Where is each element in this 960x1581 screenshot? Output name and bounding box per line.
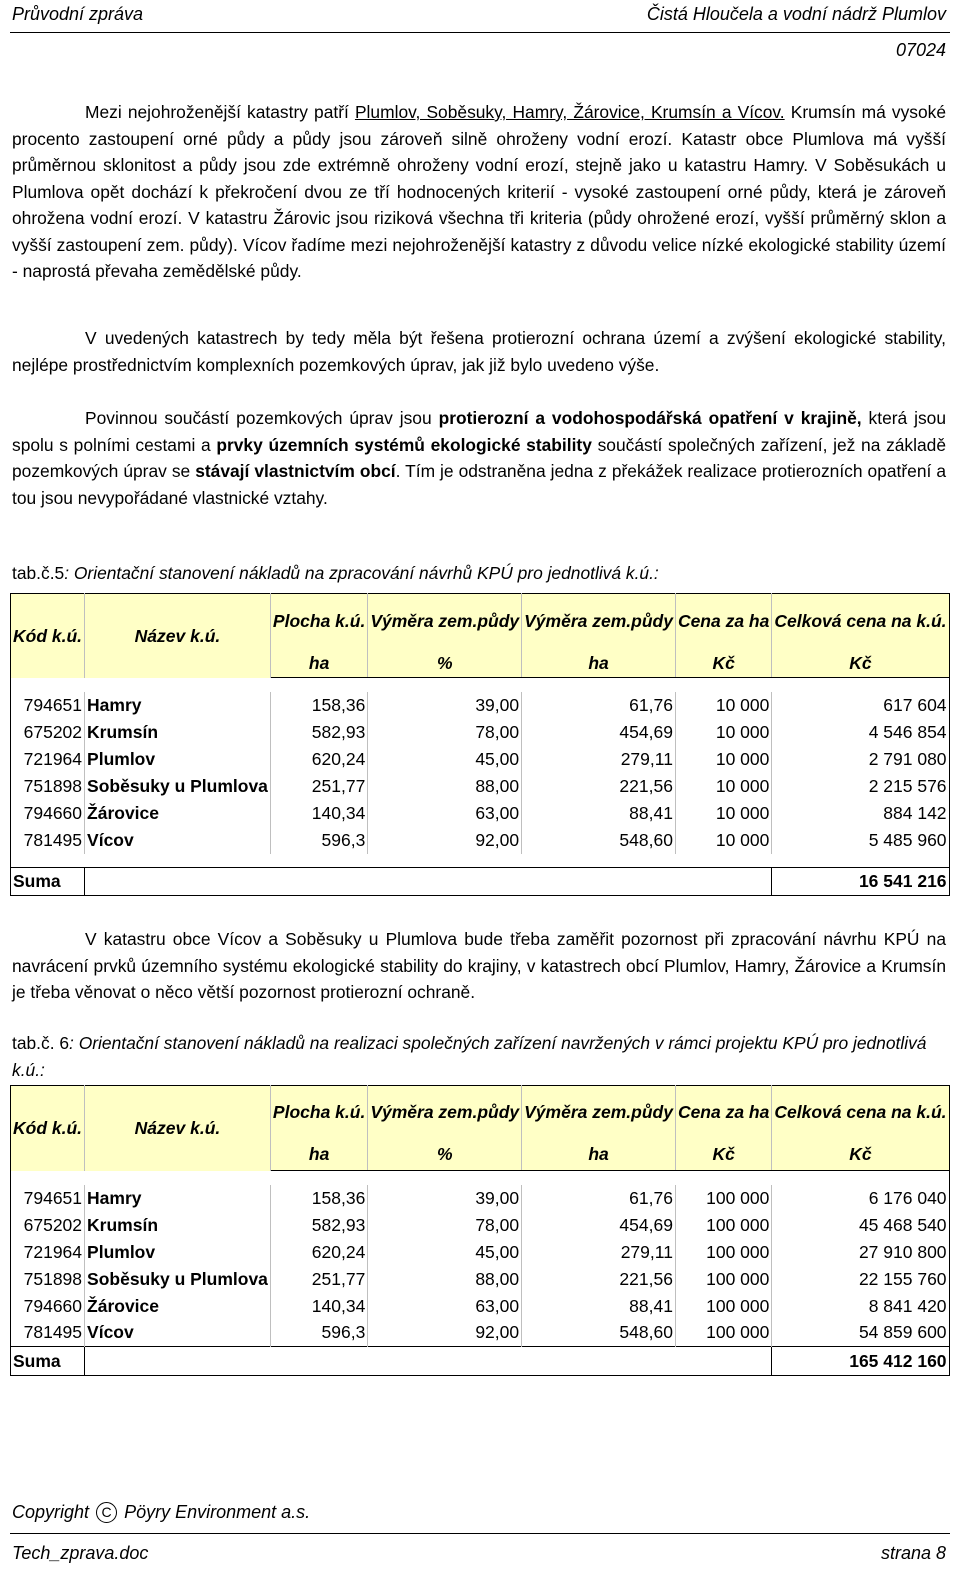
t2-unit-czk: Kč [675, 1138, 771, 1171]
table1-caption-number: tab.č.5 [12, 563, 65, 583]
t1-cell-name: Žárovice [85, 800, 271, 827]
t2-cell-area: 582,93 [270, 1212, 367, 1239]
t1-header-name: Název k.ú. [85, 594, 271, 678]
footer-copyright [12, 1502, 310, 1523]
table2-caption-text: : Orientační stanovení nákladů na realizaci společných zařízení navržených v rámci projektu KPÚ pro jednotlivá k.ú.: [12, 1033, 927, 1080]
t2-cell-total: 22 155 760 [772, 1266, 949, 1293]
t1-cell-total: 2 791 080 [772, 746, 949, 773]
t1-unit-czk: Kč [675, 649, 771, 678]
t2-cell-price: 100 000 [675, 1239, 771, 1266]
table1 [10, 593, 950, 896]
table-row [11, 1293, 950, 1320]
t1-header-area: Plocha k.ú. [270, 594, 367, 649]
footer-page-number: strana 8 [880, 1543, 946, 1563]
paragraph-recommendation [12, 325, 946, 378]
t2-cell-total: 45 468 540 [772, 1212, 949, 1239]
t2-cell-area: 158,36 [270, 1185, 367, 1212]
t1-cell-price: 10 000 [675, 827, 771, 854]
p2-text: V uvedených katastrech by tedy měla být řešena protierozní ochrana území a zvýšení ekologické stability, nejlépe prostřednictvím komplexních pozemkových úprav, jak již bylo uvedeno výše. [12, 328, 946, 375]
table-row [11, 1185, 950, 1212]
t1-header-price-ha: Cena za ha [675, 594, 771, 649]
t1-cell-total: 2 215 576 [772, 773, 949, 800]
table-row [11, 1212, 950, 1239]
t2-cell-code: 794651 [11, 1185, 85, 1212]
t1-cell-agri: 61,76 [522, 692, 676, 719]
t1-sum-value: 16 541 216 [772, 868, 949, 896]
t1-cell-code: 751898 [11, 773, 85, 800]
t2-cell-agri: 454,69 [522, 1212, 676, 1239]
t1-cell-price: 10 000 [675, 800, 771, 827]
t1-cell-total: 617 604 [772, 692, 949, 719]
table1-caption-text: : Orientační stanovení nákladů na zpracování návrhů KPÚ pro jednotlivá k.ú.: [64, 563, 659, 583]
document-number: 07024 [895, 40, 946, 60]
t1-cell-area: 596,3 [270, 827, 367, 854]
t1-unit-czk2: Kč [772, 649, 949, 678]
t1-header-agri-ha: Výměra zem.půdy [522, 594, 676, 649]
t2-cell-price: 100 000 [675, 1266, 771, 1293]
table-row [11, 800, 950, 827]
t1-cell-area: 582,93 [270, 719, 367, 746]
t2-cell-name: Soběsuky u Plumlova [85, 1266, 271, 1293]
t1-cell-name: Hamry [85, 692, 271, 719]
t2-cell-agri: 61,76 [522, 1185, 676, 1212]
t1-cell-pct: 45,00 [368, 746, 522, 773]
t1-unit-ha2: ha [522, 649, 676, 678]
t1-cell-name: Krumsín [85, 719, 271, 746]
t1-header-total: Celková cena na k.ú. [772, 594, 949, 649]
t1-sum-empty [85, 868, 772, 896]
p3-bold-1: protierozní a vodohospodářská opatření v krajině, [438, 408, 862, 428]
t1-cell-total: 4 546 854 [772, 719, 949, 746]
p3-text-4: . Tím je odstraněna jedna z překážek realizace protierozních opatření a tou jsou nevypořádané vlastnické vztahy. [12, 461, 947, 508]
t2-cell-price: 100 000 [675, 1293, 771, 1320]
t2-cell-total: 8 841 420 [772, 1293, 949, 1320]
p3-text-2: která jsou spolu s polními cestami a [12, 408, 947, 455]
t2-cell-pct: 45,00 [368, 1239, 522, 1266]
t1-cell-name: Vícov [85, 827, 271, 854]
p3-text-3: součástí společných zařízení, jež na základě pozemkových úprav se [12, 434, 947, 481]
t1-cell-agri: 548,60 [522, 827, 676, 854]
t1-cell-area: 620,24 [270, 746, 367, 773]
t1-cell-code: 781495 [11, 827, 85, 854]
header-section-title: Průvodní zpráva [12, 4, 144, 24]
p1-underlined-list: Plumlov, Soběsuky, Hamry, Žárovice, Krumsín a Vícov. [354, 102, 785, 122]
t1-cell-agri: 279,11 [522, 746, 676, 773]
copyright-label: Copyright [12, 1502, 90, 1522]
t2-sum-empty [85, 1347, 772, 1376]
header-divider [10, 32, 950, 33]
p4-text: V katastru obce Vícov a Soběsuky u Plumlova bude třeba zaměřit pozornost při zpracování návrhu KPÚ na navrácení prvků územního systému ekologické stability do krajiny, v katastrech obcí Plumlov, Hamry, Žárovice a Krumsín je třeba věnovat o něco větší pozornost protierozní ochraně. [12, 929, 946, 1002]
footer-filename: Tech_zprava.doc [12, 1543, 149, 1563]
t2-unit-ha2: ha [522, 1138, 676, 1171]
t1-cell-pct: 63,00 [368, 800, 522, 827]
t2-cell-code: 781495 [11, 1320, 85, 1347]
t2-header-agri-pct: Výměra zem.půdy [368, 1086, 522, 1138]
table-sum-row [11, 1347, 950, 1376]
table-row [11, 746, 950, 773]
t2-cell-total: 54 859 600 [772, 1320, 949, 1347]
t2-header-total: Celková cena na k.ú. [772, 1086, 949, 1138]
t2-cell-agri: 279,11 [522, 1239, 676, 1266]
p1-text-b: Krumsín má vysoké procento zastoupení orné půdy a půdy jsou zároveň silně ohroženy vodní erozí. Katastr obce Plumlova má vyšší průměrnou sklonitost a půdy jsou zde extrémně ohroženy vodní erozí, stejně jako u katastru Hamry. V Soběsukách u Plumlova opět dochází k překročení dvou ze tří hodnocených kriterií - vysoké zastoupení orné půdy, která je zároveň ohrožena vodní erozí. V katastru Žárovic jsou riziková všechna tři kriteria (půdy ohrožené erozí, vyšší průměrný sklon a vyšší zastoupení zem. půdy). Vícov řadíme mezi nejohroženější katastry z důvodu velice nízké ekologické stability území - naprostá převaha zemědělské půdy. [12, 102, 946, 281]
t1-cell-agri: 88,41 [522, 800, 676, 827]
t2-cell-area: 140,34 [270, 1293, 367, 1320]
t2-cell-code: 794660 [11, 1293, 85, 1320]
t2-cell-area: 620,24 [270, 1239, 367, 1266]
t1-cell-code: 721964 [11, 746, 85, 773]
header-project-title: Čistá Hloučela a vodní nádrž Plumlov [646, 4, 946, 24]
p3-text-1: Povinnou součástí pozemkových úprav jsou [85, 408, 439, 428]
t1-cell-price: 10 000 [675, 773, 771, 800]
t1-cell-price: 10 000 [675, 746, 771, 773]
table-row [11, 692, 950, 719]
t1-cell-pct: 88,00 [368, 773, 522, 800]
t1-spacer [11, 854, 950, 868]
t2-header-code: Kód k.ú. [11, 1086, 85, 1171]
t2-cell-agri: 221,56 [522, 1266, 676, 1293]
p3-bold-2: prvky územních systémů ekologické stability [216, 434, 592, 455]
t1-cell-code: 794651 [11, 692, 85, 719]
t2-header-price-ha: Cena za ha [675, 1086, 771, 1138]
t2-cell-pct: 78,00 [368, 1212, 522, 1239]
t2-cell-code: 751898 [11, 1266, 85, 1293]
t2-cell-price: 100 000 [675, 1320, 771, 1347]
t1-unit-pct: % [368, 649, 522, 678]
t1-sum-label: Suma [11, 868, 85, 896]
table-row [11, 1320, 950, 1347]
p1-text-a: Mezi nejohroženější katastry patří [85, 102, 355, 122]
t2-cell-name: Krumsín [85, 1212, 271, 1239]
t1-cell-price: 10 000 [675, 719, 771, 746]
t1-cell-code: 675202 [11, 719, 85, 746]
t1-cell-total: 5 485 960 [772, 827, 949, 854]
t2-header-name: Název k.ú. [85, 1086, 271, 1171]
p3-bold-3: stávají vlastnictvím obcí [195, 461, 396, 481]
table-row [11, 719, 950, 746]
t1-cell-agri: 454,69 [522, 719, 676, 746]
table-row [11, 1239, 950, 1266]
t1-cell-pct: 39,00 [368, 692, 522, 719]
t2-cell-name: Plumlov [85, 1239, 271, 1266]
table-row [11, 827, 950, 854]
t2-cell-total: 27 910 800 [772, 1239, 949, 1266]
t1-cell-code: 794660 [11, 800, 85, 827]
t1-header-code: Kód k.ú. [11, 594, 85, 678]
t2-unit-pct: % [368, 1138, 522, 1171]
t2-spacer [11, 1171, 950, 1185]
footer-divider [10, 1533, 950, 1534]
t1-cell-pct: 92,00 [368, 827, 522, 854]
t2-cell-pct: 92,00 [368, 1320, 522, 1347]
t2-sum-value: 165 412 160 [772, 1347, 949, 1376]
paragraph-risk-cadastres [12, 99, 946, 285]
t2-cell-code: 721964 [11, 1239, 85, 1266]
table-row [11, 1266, 950, 1293]
t1-cell-area: 140,34 [270, 800, 367, 827]
t2-unit-ha: ha [270, 1138, 367, 1171]
t1-unit-ha: ha [270, 649, 367, 678]
t2-cell-price: 100 000 [675, 1212, 771, 1239]
table1-caption [12, 560, 946, 587]
t2-cell-name: Hamry [85, 1185, 271, 1212]
t1-cell-area: 251,77 [270, 773, 367, 800]
t1-cell-price: 10 000 [675, 692, 771, 719]
t2-cell-pct: 39,00 [368, 1185, 522, 1212]
copyright-icon: C [96, 1502, 117, 1523]
t1-cell-pct: 78,00 [368, 719, 522, 746]
t2-cell-area: 596,3 [270, 1320, 367, 1347]
t2-cell-pct: 88,00 [368, 1266, 522, 1293]
t1-spacer [11, 678, 950, 692]
t2-cell-name: Vícov [85, 1320, 271, 1347]
table-row [11, 773, 950, 800]
t2-unit-czk2: Kč [772, 1138, 949, 1171]
t2-cell-pct: 63,00 [368, 1293, 522, 1320]
t1-cell-total: 884 142 [772, 800, 949, 827]
t2-cell-code: 675202 [11, 1212, 85, 1239]
table2 [10, 1085, 950, 1376]
t1-header-agri-pct: Výměra zem.půdy [368, 594, 522, 649]
t2-cell-total: 6 176 040 [772, 1185, 949, 1212]
t2-header-area: Plocha k.ú. [270, 1086, 367, 1138]
t1-cell-area: 158,36 [270, 692, 367, 719]
paragraph-focus [12, 926, 946, 1006]
t2-cell-area: 251,77 [270, 1266, 367, 1293]
t2-header-agri-ha: Výměra zem.půdy [522, 1086, 676, 1138]
t2-cell-name: Žárovice [85, 1293, 271, 1320]
t2-sum-label: Suma [11, 1347, 85, 1376]
table2-caption-number: tab.č. 6 [12, 1033, 70, 1053]
table-sum-row [11, 868, 950, 896]
t1-cell-name: Soběsuky u Plumlova [85, 773, 271, 800]
paragraph-obligations [12, 405, 946, 511]
t2-cell-agri: 88,41 [522, 1293, 676, 1320]
t2-cell-price: 100 000 [675, 1185, 771, 1212]
table2-caption [12, 1030, 946, 1083]
t2-cell-agri: 548,60 [522, 1320, 676, 1347]
t1-cell-name: Plumlov [85, 746, 271, 773]
footer-company: Pöyry Environment a.s. [124, 1502, 311, 1522]
t1-cell-agri: 221,56 [522, 773, 676, 800]
